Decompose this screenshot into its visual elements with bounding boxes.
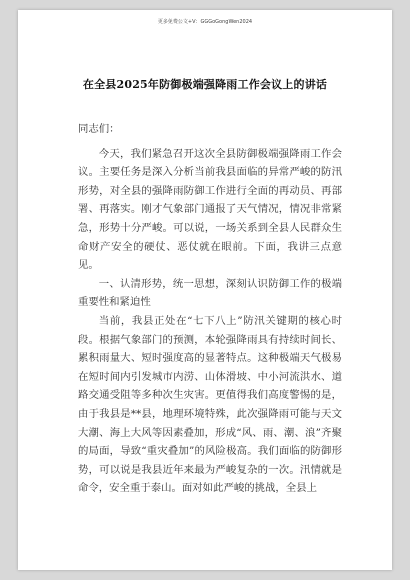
document-body	[78, 120, 342, 498]
salutation: 同志们：	[78, 123, 120, 135]
document-page	[18, 10, 392, 570]
paragraph-situation: 当前，我县正处在“七下八上”防汛关键期的核心时段。根据气象部门的预测，本轮强降雨具有持续时间长、累积雨量大、短时强度高的显著特点。这种极端天气极易在短时间内引发城市内涝、山体滑坡、中小河流洪水、道路交通受阻等多种次生灾害。更值得我们高度警惕的是，由于我县是**县，地理环境特殊，此次强降雨可能与天文大潮、海上大风等因素叠加，形成“风、雨、潮、浪”齐聚的局面，导致“重灾叠加”的风险极高。我们面临的防御形势，可以说是我县近年来最为严峻复杂的一次。汛情就是命令，安全重于泰山。面对如此严峻的挑战，全县上	[78, 314, 342, 495]
header-note: 更多免费公文+V：GGGoGongWen2024	[157, 19, 253, 25]
paragraph-intro: 今天，我们紧急召开这次全县防御极端强降雨工作会议。主要任务是深入分析当前我县面临的异常严峻的防汛形势，对全县的强降雨防御工作进行全面的再动员、再部署、再落实。刚才气象部门通报了天气情况，情况非常紧急，形势十分严峻。可以说，一场关系到全县人民群众生命财产安全的硬仗、恶仗就在眼前。下面，我讲三点意见。	[78, 147, 342, 272]
document-title: 在全县2025年防御极端强降雨工作会议上的讲话	[82, 78, 328, 91]
section-heading-1: 一、认清形势，统一思想，深刻认识防御工作的极端重要性和紧迫性	[78, 277, 342, 309]
